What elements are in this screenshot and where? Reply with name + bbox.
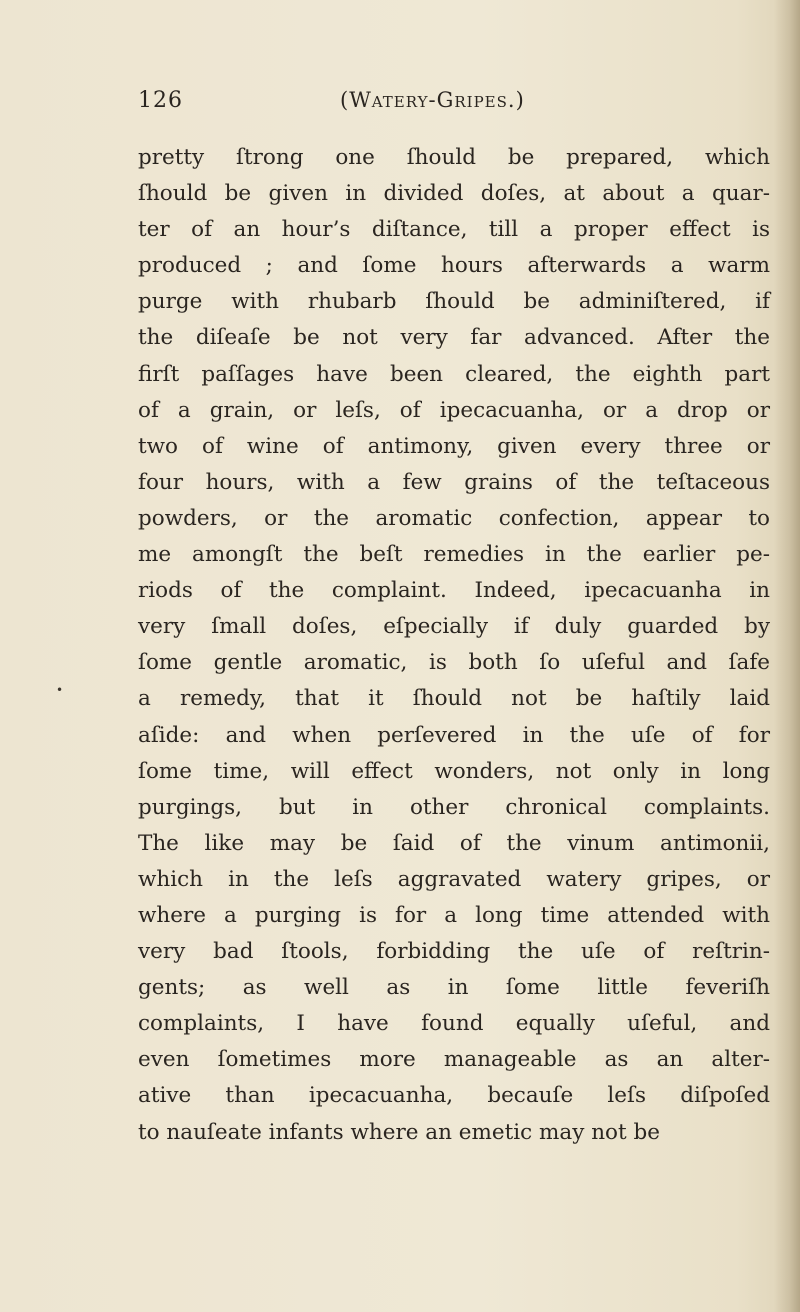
text-line: The like may be ſaid of the vinum antimonii, xyxy=(138,830,770,856)
page-header xyxy=(138,88,698,128)
text-line: ter of an hour’s diſtance, till a proper effect is xyxy=(138,217,770,243)
text-line: where a purging is for a long time attended with xyxy=(138,902,770,928)
text-line: of a grain, or leſs, of ipecacuanha, or a drop or xyxy=(138,397,770,423)
text-line: powders, or the aromatic confection, appear to xyxy=(138,505,770,531)
text-line: ative than ipecacuanha, becauſe leſs diſpoſed xyxy=(138,1083,770,1109)
text-line: very ſmall doſes, eſpecially if duly guarded by xyxy=(138,614,770,640)
page-number: 126 xyxy=(138,88,183,113)
running-head: (Watery-Gripes.) xyxy=(340,88,525,112)
text-line: purge with rhubarb ſhould be adminiſtered, if xyxy=(138,289,770,315)
text-line: purgings, but in other chronical complaints. xyxy=(138,794,770,820)
text-line: very bad ſtools, forbidding the uſe of reſtrin- xyxy=(138,939,770,965)
text-line: me amongſt the beſt remedies in the earlier pe- xyxy=(138,542,770,568)
text-line: which in the leſs aggravated watery gripes, or xyxy=(138,866,770,892)
text-line: gents; as well as in ſome little feveriſh xyxy=(138,975,770,1001)
text-line: ſome time, will effect wonders, not only in long xyxy=(138,758,770,784)
text-line: two of wine of antimony, given every three or xyxy=(138,433,770,459)
body-text xyxy=(138,140,770,1151)
text-line: a remedy, that it ſhould not be haſtily laid xyxy=(138,686,770,712)
text-line: aſide: and when perſevered in the uſe of for xyxy=(138,722,770,748)
text-line: produced ; and ſome hours afterwards a warm xyxy=(138,253,770,279)
page-edge-shadow xyxy=(774,0,800,1312)
text-line: complaints, I have found equally uſeful, and xyxy=(138,1011,770,1037)
text-line: four hours, with a few grains of the teſtaceous xyxy=(138,469,770,495)
text-line: firſt paſſages have been cleared, the eighth part xyxy=(138,361,770,387)
text-line: to nauſeate infants where an emetic may not be xyxy=(138,1119,660,1145)
text-line: pretty ſtrong one ſhould be prepared, which xyxy=(138,145,770,170)
text-line: riods of the complaint. Indeed, ipecacuanha in xyxy=(138,578,770,604)
text-line: ſome gentle aromatic, is both ſo uſeful and ſafe xyxy=(138,650,770,676)
margin-mark: • xyxy=(56,683,64,697)
text-line: even ſometimes more manageable as an alter- xyxy=(138,1047,770,1073)
text-line: the diſeaſe be not very far advanced. After the xyxy=(138,325,770,351)
text-line: ſhould be given in divided doſes, at about a quar- xyxy=(138,181,770,207)
